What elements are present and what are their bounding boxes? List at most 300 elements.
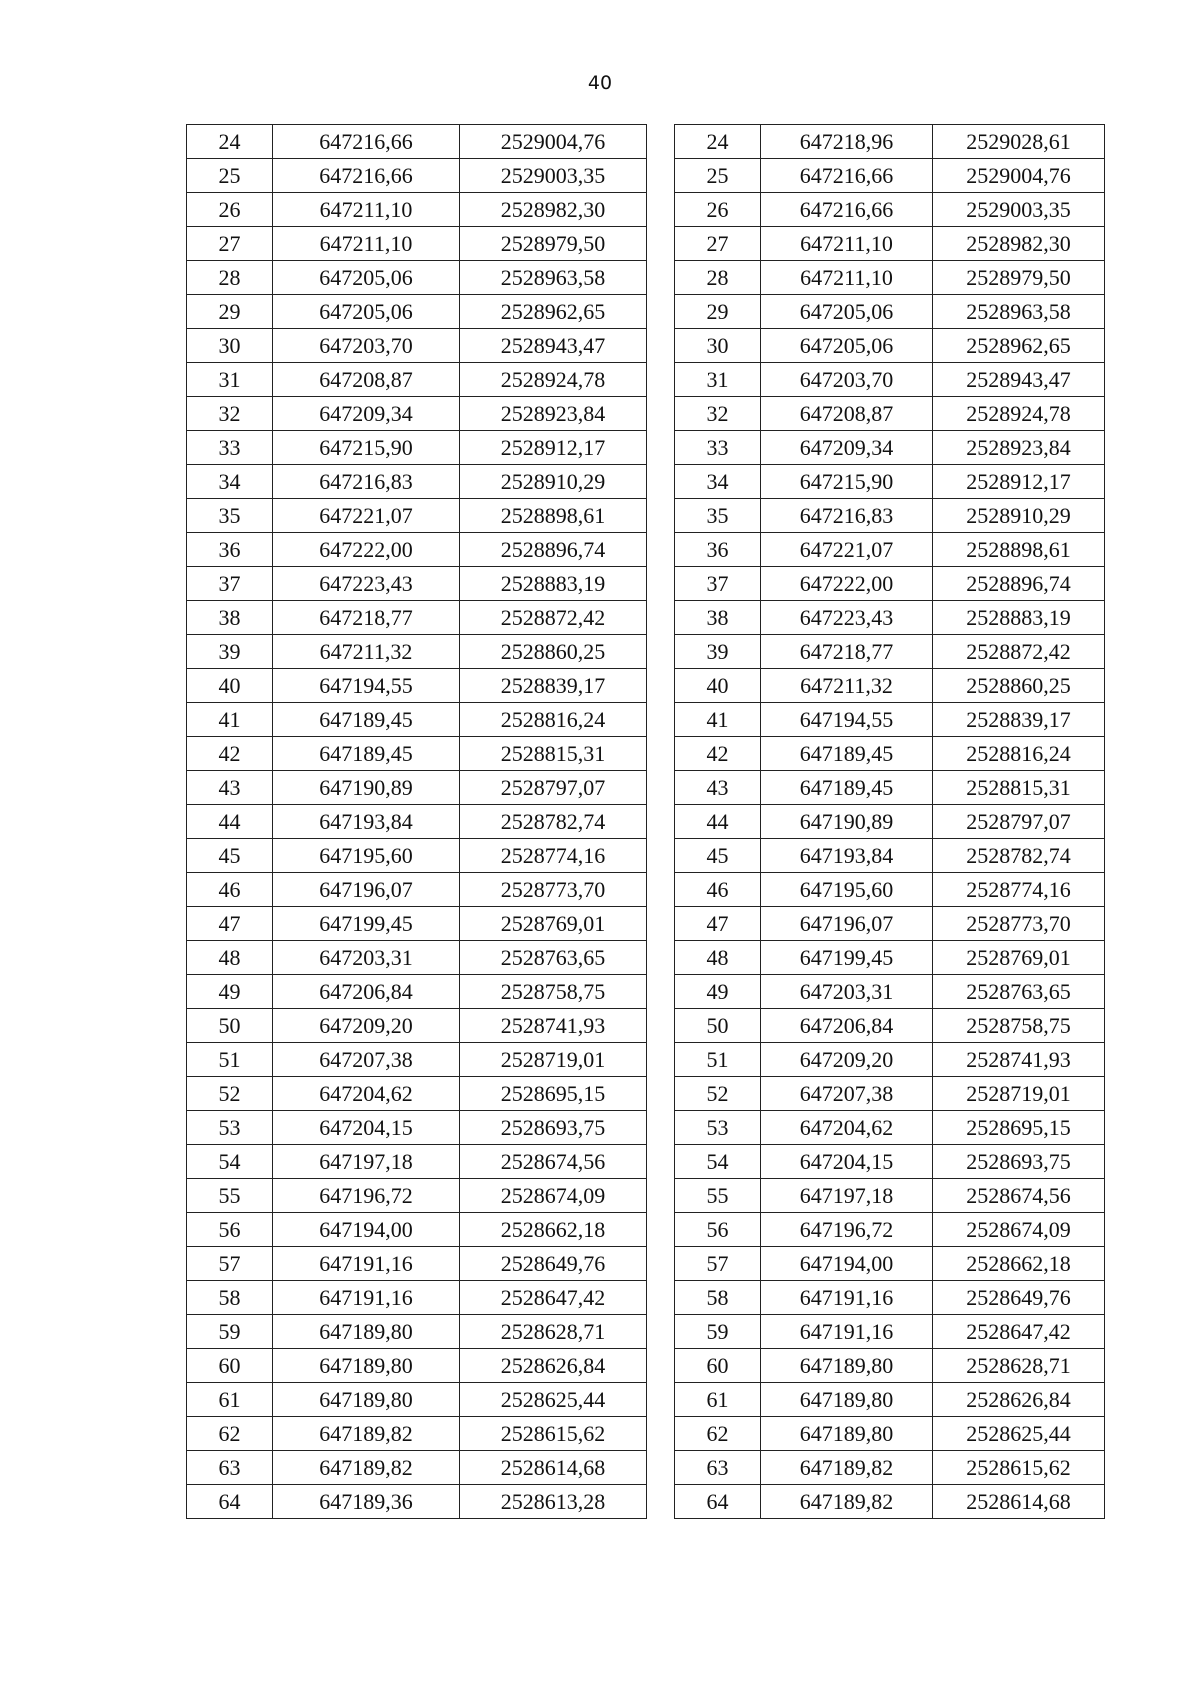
x-coordinate-cell: 647203,70 <box>761 363 933 397</box>
x-coordinate-cell: 647199,45 <box>761 941 933 975</box>
x-coordinate-cell: 647211,10 <box>273 193 460 227</box>
x-coordinate-cell: 647205,06 <box>761 329 933 363</box>
point-number-cell: 32 <box>187 397 273 431</box>
table-row <box>187 1281 647 1315</box>
table-row <box>675 1417 1105 1451</box>
point-number-cell: 26 <box>187 193 273 227</box>
table-row <box>675 295 1105 329</box>
point-number-cell: 27 <box>675 227 761 261</box>
table-row <box>187 159 647 193</box>
table-row <box>675 1043 1105 1077</box>
y-coordinate-cell: 2528923,84 <box>933 431 1105 465</box>
y-coordinate-cell: 2528674,09 <box>933 1213 1105 1247</box>
y-coordinate-cell: 2528815,31 <box>933 771 1105 805</box>
y-coordinate-cell: 2528625,44 <box>460 1383 647 1417</box>
x-coordinate-cell: 647211,10 <box>273 227 460 261</box>
table-row <box>187 397 647 431</box>
point-number-cell: 49 <box>187 975 273 1009</box>
x-coordinate-cell: 647189,36 <box>273 1485 460 1519</box>
x-coordinate-cell: 647193,84 <box>273 805 460 839</box>
x-coordinate-cell: 647211,32 <box>761 669 933 703</box>
table-row <box>187 941 647 975</box>
table-row <box>187 567 647 601</box>
point-number-cell: 45 <box>675 839 761 873</box>
point-number-cell: 56 <box>675 1213 761 1247</box>
point-number-cell: 47 <box>187 907 273 941</box>
point-number-cell: 46 <box>187 873 273 907</box>
y-coordinate-cell: 2528883,19 <box>460 567 647 601</box>
point-number-cell: 41 <box>675 703 761 737</box>
x-coordinate-cell: 647211,10 <box>761 227 933 261</box>
point-number-cell: 53 <box>187 1111 273 1145</box>
x-coordinate-cell: 647209,34 <box>273 397 460 431</box>
table-row <box>187 805 647 839</box>
point-number-cell: 29 <box>675 295 761 329</box>
y-coordinate-cell: 2528910,29 <box>933 499 1105 533</box>
x-coordinate-cell: 647190,89 <box>273 771 460 805</box>
point-number-cell: 61 <box>675 1383 761 1417</box>
point-number-cell: 52 <box>675 1077 761 1111</box>
x-coordinate-cell: 647218,77 <box>273 601 460 635</box>
y-coordinate-cell: 2528769,01 <box>933 941 1105 975</box>
x-coordinate-cell: 647189,45 <box>761 737 933 771</box>
point-number-cell: 48 <box>187 941 273 975</box>
y-coordinate-cell: 2528695,15 <box>460 1077 647 1111</box>
y-coordinate-cell: 2528774,16 <box>933 873 1105 907</box>
y-coordinate-cell: 2528758,75 <box>933 1009 1105 1043</box>
table-row <box>187 703 647 737</box>
point-number-cell: 54 <box>187 1145 273 1179</box>
x-coordinate-cell: 647199,45 <box>273 907 460 941</box>
y-coordinate-cell: 2528626,84 <box>933 1383 1105 1417</box>
table-row <box>187 261 647 295</box>
x-coordinate-cell: 647222,00 <box>761 567 933 601</box>
y-coordinate-cell: 2528614,68 <box>933 1485 1105 1519</box>
point-number-cell: 55 <box>675 1179 761 1213</box>
point-number-cell: 48 <box>675 941 761 975</box>
point-number-cell: 30 <box>675 329 761 363</box>
y-coordinate-cell: 2528628,71 <box>460 1315 647 1349</box>
y-coordinate-cell: 2528924,78 <box>460 363 647 397</box>
y-coordinate-cell: 2528860,25 <box>933 669 1105 703</box>
table-row <box>187 125 647 159</box>
point-number-cell: 52 <box>187 1077 273 1111</box>
point-number-cell: 62 <box>675 1417 761 1451</box>
y-coordinate-cell: 2528815,31 <box>460 737 647 771</box>
x-coordinate-cell: 647190,89 <box>761 805 933 839</box>
x-coordinate-cell: 647206,84 <box>273 975 460 1009</box>
table-row <box>675 1111 1105 1145</box>
point-number-cell: 38 <box>675 601 761 635</box>
x-coordinate-cell: 647194,00 <box>761 1247 933 1281</box>
table-row <box>187 1451 647 1485</box>
y-coordinate-cell: 2528625,44 <box>933 1417 1105 1451</box>
y-coordinate-cell: 2528628,71 <box>933 1349 1105 1383</box>
y-coordinate-cell: 2528982,30 <box>933 227 1105 261</box>
y-coordinate-cell: 2528774,16 <box>460 839 647 873</box>
y-coordinate-cell: 2528613,28 <box>460 1485 647 1519</box>
point-number-cell: 45 <box>187 839 273 873</box>
x-coordinate-cell: 647203,70 <box>273 329 460 363</box>
point-number-cell: 55 <box>187 1179 273 1213</box>
x-coordinate-cell: 647189,82 <box>273 1451 460 1485</box>
table-row <box>675 125 1105 159</box>
point-number-cell: 24 <box>675 125 761 159</box>
point-number-cell: 62 <box>187 1417 273 1451</box>
point-number-cell: 57 <box>675 1247 761 1281</box>
table-row <box>187 907 647 941</box>
x-coordinate-cell: 647204,15 <box>761 1145 933 1179</box>
x-coordinate-cell: 647223,43 <box>273 567 460 601</box>
y-coordinate-cell: 2528943,47 <box>460 329 647 363</box>
point-number-cell: 35 <box>187 499 273 533</box>
point-number-cell: 60 <box>187 1349 273 1383</box>
x-coordinate-cell: 647216,83 <box>273 465 460 499</box>
x-coordinate-cell: 647191,16 <box>761 1315 933 1349</box>
table-row <box>187 635 647 669</box>
table-row <box>675 1383 1105 1417</box>
y-coordinate-cell: 2528649,76 <box>933 1281 1105 1315</box>
point-number-cell: 37 <box>675 567 761 601</box>
y-coordinate-cell: 2528839,17 <box>933 703 1105 737</box>
table-row <box>675 499 1105 533</box>
y-coordinate-cell: 2529004,76 <box>933 159 1105 193</box>
x-coordinate-cell: 647211,32 <box>273 635 460 669</box>
point-number-cell: 36 <box>187 533 273 567</box>
table-row <box>187 975 647 1009</box>
y-coordinate-cell: 2528883,19 <box>933 601 1105 635</box>
point-number-cell: 59 <box>675 1315 761 1349</box>
point-number-cell: 42 <box>187 737 273 771</box>
x-coordinate-cell: 647189,82 <box>273 1417 460 1451</box>
x-coordinate-cell: 647191,16 <box>273 1247 460 1281</box>
x-coordinate-cell: 647195,60 <box>761 873 933 907</box>
x-coordinate-cell: 647194,55 <box>273 669 460 703</box>
x-coordinate-cell: 647216,66 <box>273 159 460 193</box>
point-number-cell: 31 <box>675 363 761 397</box>
x-coordinate-cell: 647196,72 <box>273 1179 460 1213</box>
table-row <box>187 1349 647 1383</box>
y-coordinate-cell: 2528963,58 <box>933 295 1105 329</box>
table-row <box>675 703 1105 737</box>
x-coordinate-cell: 647222,00 <box>273 533 460 567</box>
y-coordinate-cell: 2528816,24 <box>460 703 647 737</box>
table-row <box>675 363 1105 397</box>
x-coordinate-cell: 647191,16 <box>273 1281 460 1315</box>
table-row <box>675 1247 1105 1281</box>
table-row <box>187 295 647 329</box>
x-coordinate-cell: 647189,80 <box>761 1417 933 1451</box>
table-row <box>187 1247 647 1281</box>
y-coordinate-cell: 2528662,18 <box>933 1247 1105 1281</box>
x-coordinate-cell: 647189,80 <box>761 1349 933 1383</box>
y-coordinate-cell: 2528963,58 <box>460 261 647 295</box>
table-row <box>187 873 647 907</box>
point-number-cell: 40 <box>187 669 273 703</box>
x-coordinate-cell: 647203,31 <box>761 975 933 1009</box>
y-coordinate-cell: 2528979,50 <box>460 227 647 261</box>
point-number-cell: 50 <box>675 1009 761 1043</box>
point-number-cell: 39 <box>675 635 761 669</box>
y-coordinate-cell: 2528693,75 <box>933 1145 1105 1179</box>
table-row <box>187 1485 647 1519</box>
point-number-cell: 38 <box>187 601 273 635</box>
x-coordinate-cell: 647189,80 <box>273 1349 460 1383</box>
x-coordinate-cell: 647204,62 <box>761 1111 933 1145</box>
point-number-cell: 63 <box>187 1451 273 1485</box>
y-coordinate-cell: 2529003,35 <box>460 159 647 193</box>
point-number-cell: 64 <box>187 1485 273 1519</box>
y-coordinate-cell: 2528782,74 <box>933 839 1105 873</box>
coordinates-table-left <box>186 124 647 1519</box>
table-row <box>675 805 1105 839</box>
point-number-cell: 54 <box>675 1145 761 1179</box>
point-number-cell: 41 <box>187 703 273 737</box>
point-number-cell: 26 <box>675 193 761 227</box>
page-number: 40 <box>587 72 613 94</box>
x-coordinate-cell: 647218,77 <box>761 635 933 669</box>
table-row <box>675 193 1105 227</box>
point-number-cell: 53 <box>675 1111 761 1145</box>
coordinates-table-right <box>674 124 1105 1519</box>
table-row <box>675 1485 1105 1519</box>
table-row <box>675 1451 1105 1485</box>
y-coordinate-cell: 2528674,56 <box>933 1179 1105 1213</box>
point-number-cell: 28 <box>675 261 761 295</box>
table-row <box>187 601 647 635</box>
y-coordinate-cell: 2528695,15 <box>933 1111 1105 1145</box>
point-number-cell: 25 <box>675 159 761 193</box>
table-row <box>675 1077 1105 1111</box>
y-coordinate-cell: 2528860,25 <box>460 635 647 669</box>
table-row <box>675 533 1105 567</box>
point-number-cell: 58 <box>187 1281 273 1315</box>
x-coordinate-cell: 647209,20 <box>761 1043 933 1077</box>
table-row <box>675 227 1105 261</box>
y-coordinate-cell: 2528816,24 <box>933 737 1105 771</box>
x-coordinate-cell: 647205,06 <box>273 295 460 329</box>
table-row <box>187 499 647 533</box>
point-number-cell: 63 <box>675 1451 761 1485</box>
point-number-cell: 34 <box>187 465 273 499</box>
point-number-cell: 27 <box>187 227 273 261</box>
x-coordinate-cell: 647197,18 <box>761 1179 933 1213</box>
x-coordinate-cell: 647211,10 <box>761 261 933 295</box>
table-row <box>675 261 1105 295</box>
table-row <box>675 907 1105 941</box>
point-number-cell: 47 <box>675 907 761 941</box>
y-coordinate-cell: 2528898,61 <box>933 533 1105 567</box>
y-coordinate-cell: 2528910,29 <box>460 465 647 499</box>
point-number-cell: 43 <box>675 771 761 805</box>
y-coordinate-cell: 2528839,17 <box>460 669 647 703</box>
x-coordinate-cell: 647216,66 <box>761 159 933 193</box>
y-coordinate-cell: 2528719,01 <box>933 1077 1105 1111</box>
table-row <box>675 941 1105 975</box>
x-coordinate-cell: 647221,07 <box>761 533 933 567</box>
table-row <box>187 669 647 703</box>
x-coordinate-cell: 647189,45 <box>273 737 460 771</box>
x-coordinate-cell: 647204,15 <box>273 1111 460 1145</box>
point-number-cell: 25 <box>187 159 273 193</box>
table-row <box>675 1179 1105 1213</box>
table-row <box>675 1315 1105 1349</box>
x-coordinate-cell: 647196,72 <box>761 1213 933 1247</box>
x-coordinate-cell: 647218,96 <box>761 125 933 159</box>
point-number-cell: 49 <box>675 975 761 1009</box>
table-row <box>187 839 647 873</box>
y-coordinate-cell: 2528741,93 <box>933 1043 1105 1077</box>
point-number-cell: 43 <box>187 771 273 805</box>
table-row <box>675 669 1105 703</box>
table-row <box>187 329 647 363</box>
y-coordinate-cell: 2528647,42 <box>460 1281 647 1315</box>
x-coordinate-cell: 647209,34 <box>761 431 933 465</box>
y-coordinate-cell: 2528615,62 <box>460 1417 647 1451</box>
y-coordinate-cell: 2528896,74 <box>933 567 1105 601</box>
table-row <box>675 601 1105 635</box>
point-number-cell: 46 <box>675 873 761 907</box>
table-row <box>675 1145 1105 1179</box>
y-coordinate-cell: 2528962,65 <box>460 295 647 329</box>
x-coordinate-cell: 647215,90 <box>273 431 460 465</box>
table-row <box>675 1213 1105 1247</box>
y-coordinate-cell: 2528872,42 <box>933 635 1105 669</box>
table-row <box>675 465 1105 499</box>
x-coordinate-cell: 647207,38 <box>273 1043 460 1077</box>
x-coordinate-cell: 647206,84 <box>761 1009 933 1043</box>
x-coordinate-cell: 647216,66 <box>273 125 460 159</box>
y-coordinate-cell: 2528896,74 <box>460 533 647 567</box>
point-number-cell: 42 <box>675 737 761 771</box>
table-row <box>675 159 1105 193</box>
table-row <box>675 1281 1105 1315</box>
x-coordinate-cell: 647208,87 <box>273 363 460 397</box>
y-coordinate-cell: 2528797,07 <box>933 805 1105 839</box>
y-coordinate-cell: 2528982,30 <box>460 193 647 227</box>
x-coordinate-cell: 647223,43 <box>761 601 933 635</box>
x-coordinate-cell: 647209,20 <box>273 1009 460 1043</box>
table-row <box>187 771 647 805</box>
y-coordinate-cell: 2529003,35 <box>933 193 1105 227</box>
y-coordinate-cell: 2528782,74 <box>460 805 647 839</box>
y-coordinate-cell: 2528979,50 <box>933 261 1105 295</box>
point-number-cell: 31 <box>187 363 273 397</box>
table-row <box>187 1043 647 1077</box>
point-number-cell: 50 <box>187 1009 273 1043</box>
point-number-cell: 32 <box>675 397 761 431</box>
y-coordinate-cell: 2528647,42 <box>933 1315 1105 1349</box>
table-row <box>187 1111 647 1145</box>
y-coordinate-cell: 2528693,75 <box>460 1111 647 1145</box>
y-coordinate-cell: 2528741,93 <box>460 1009 647 1043</box>
point-number-cell: 59 <box>187 1315 273 1349</box>
point-number-cell: 51 <box>187 1043 273 1077</box>
table-row <box>187 1009 647 1043</box>
point-number-cell: 57 <box>187 1247 273 1281</box>
point-number-cell: 56 <box>187 1213 273 1247</box>
point-number-cell: 24 <box>187 125 273 159</box>
x-coordinate-cell: 647205,06 <box>761 295 933 329</box>
x-coordinate-cell: 647189,45 <box>273 703 460 737</box>
y-coordinate-cell: 2528626,84 <box>460 1349 647 1383</box>
table-row <box>187 465 647 499</box>
y-coordinate-cell: 2528943,47 <box>933 363 1105 397</box>
y-coordinate-cell: 2528719,01 <box>460 1043 647 1077</box>
y-coordinate-cell: 2528674,56 <box>460 1145 647 1179</box>
table-row <box>187 1179 647 1213</box>
x-coordinate-cell: 647205,06 <box>273 261 460 295</box>
y-coordinate-cell: 2528763,65 <box>460 941 647 975</box>
x-coordinate-cell: 647203,31 <box>273 941 460 975</box>
y-coordinate-cell: 2528614,68 <box>460 1451 647 1485</box>
x-coordinate-cell: 647196,07 <box>761 907 933 941</box>
point-number-cell: 44 <box>675 805 761 839</box>
y-coordinate-cell: 2528773,70 <box>933 907 1105 941</box>
y-coordinate-cell: 2528924,78 <box>933 397 1105 431</box>
point-number-cell: 29 <box>187 295 273 329</box>
y-coordinate-cell: 2528797,07 <box>460 771 647 805</box>
x-coordinate-cell: 647216,66 <box>761 193 933 227</box>
table-row <box>187 1213 647 1247</box>
x-coordinate-cell: 647216,83 <box>761 499 933 533</box>
table-row <box>187 1145 647 1179</box>
y-coordinate-cell: 2528615,62 <box>933 1451 1105 1485</box>
table-row <box>187 431 647 465</box>
x-coordinate-cell: 647196,07 <box>273 873 460 907</box>
point-number-cell: 61 <box>187 1383 273 1417</box>
table-row <box>187 737 647 771</box>
table-row <box>187 363 647 397</box>
point-number-cell: 64 <box>675 1485 761 1519</box>
x-coordinate-cell: 647194,55 <box>761 703 933 737</box>
y-coordinate-cell: 2528912,17 <box>933 465 1105 499</box>
table-row <box>675 1009 1105 1043</box>
point-number-cell: 60 <box>675 1349 761 1383</box>
x-coordinate-cell: 647189,80 <box>273 1315 460 1349</box>
y-coordinate-cell: 2528898,61 <box>460 499 647 533</box>
y-coordinate-cell: 2529004,76 <box>460 125 647 159</box>
x-coordinate-cell: 647189,82 <box>761 1451 933 1485</box>
table-row <box>187 193 647 227</box>
point-number-cell: 35 <box>675 499 761 533</box>
x-coordinate-cell: 647208,87 <box>761 397 933 431</box>
y-coordinate-cell: 2528758,75 <box>460 975 647 1009</box>
table-row <box>675 873 1105 907</box>
x-coordinate-cell: 647194,00 <box>273 1213 460 1247</box>
table-row <box>675 397 1105 431</box>
point-number-cell: 40 <box>675 669 761 703</box>
point-number-cell: 58 <box>675 1281 761 1315</box>
point-number-cell: 44 <box>187 805 273 839</box>
table-row <box>187 1417 647 1451</box>
x-coordinate-cell: 647189,80 <box>273 1383 460 1417</box>
table-row <box>675 431 1105 465</box>
y-coordinate-cell: 2528649,76 <box>460 1247 647 1281</box>
point-number-cell: 33 <box>675 431 761 465</box>
table-row <box>187 227 647 261</box>
table-row <box>675 329 1105 363</box>
table-row <box>675 975 1105 1009</box>
table-row <box>675 737 1105 771</box>
x-coordinate-cell: 647189,45 <box>761 771 933 805</box>
y-coordinate-cell: 2528923,84 <box>460 397 647 431</box>
x-coordinate-cell: 647193,84 <box>761 839 933 873</box>
point-number-cell: 33 <box>187 431 273 465</box>
x-coordinate-cell: 647197,18 <box>273 1145 460 1179</box>
table-row <box>675 839 1105 873</box>
point-number-cell: 36 <box>675 533 761 567</box>
